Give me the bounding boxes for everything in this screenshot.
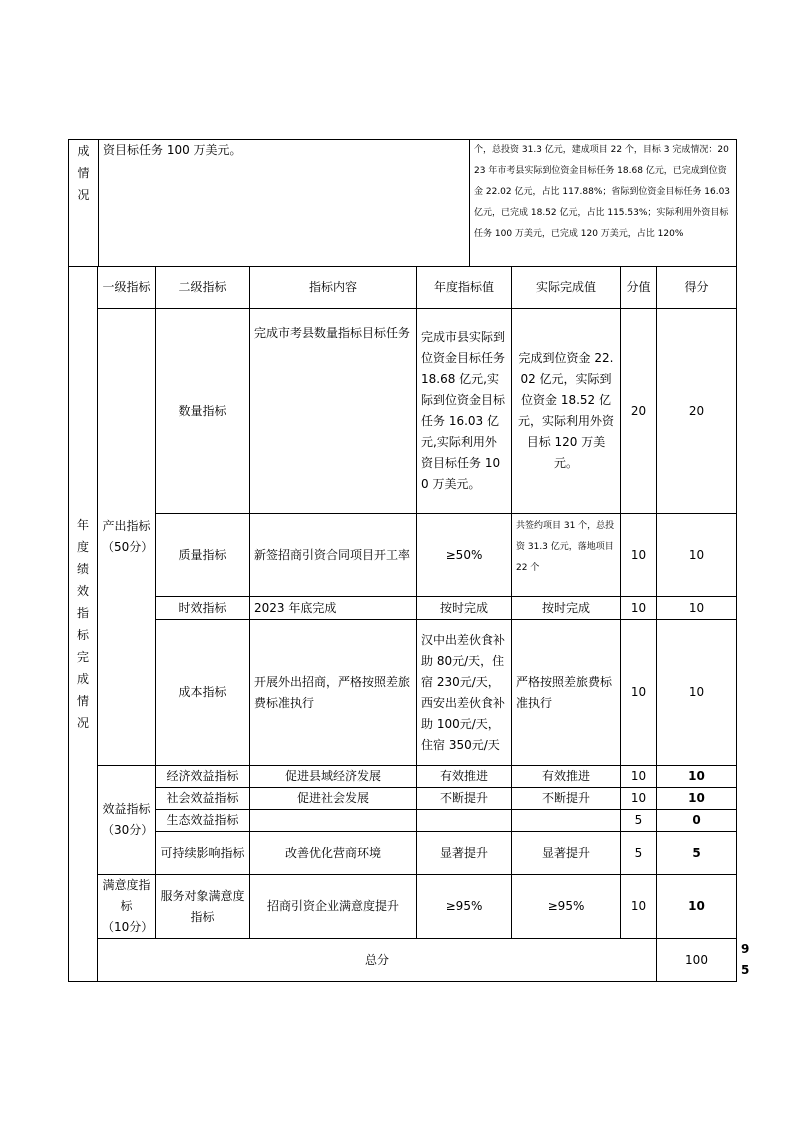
completion-status-label — [69, 140, 99, 267]
level2-cell: 时效指标 — [156, 597, 250, 620]
table-row — [69, 514, 737, 597]
content-cell: 招商引资企业满意度提升 — [250, 875, 417, 939]
completion-status-right-text: 个，总投资 31.3 亿元，建成项目 22 个，目标 3 完成情况：2023 年市考县实际到位资金目标任务 18.68 亿元，已完成到位资金 22.02 亿元，占比 117.88%；省际到位资金目标任务 16.03 亿元，已完成 18.52 亿元，占比 115.53%；实际利用外资目标任务 100 万美元，已完成 120 万美元，占比 120% — [470, 140, 737, 267]
total-weight: 100 — [657, 939, 737, 982]
label-char: 指 — [76, 606, 89, 620]
actual-cell: 完成到位资金 22.02 亿元，实际到位资金 18.52 亿元，实际利用外资目标 120 万美元。 — [512, 309, 621, 514]
content-cell: 改善优化营商环境 — [250, 832, 417, 875]
target-cell: 完成市县实际到位资金目标任务 18.68 亿元,实际到位资金目标任务 16.03 亿元,实际利用外资目标任务 100 万美元。 — [417, 309, 512, 514]
table-row — [69, 620, 737, 766]
score-cell: 10 — [657, 597, 737, 620]
actual-cell: 有效推进 — [512, 766, 621, 788]
label-char: 标 — [76, 628, 89, 642]
weight-cell: 10 — [621, 620, 657, 766]
label-char: 度 — [76, 540, 89, 554]
header-level2: 二级指标 — [156, 267, 250, 309]
content-cell: 开展外出招商，严格按照差旅费标准执行 — [250, 620, 417, 766]
target-cell: 按时完成 — [417, 597, 512, 620]
label-char: 效 — [76, 584, 89, 598]
label-char: 绩 — [76, 562, 89, 576]
label-char: 成 — [76, 672, 89, 686]
target-cell: 不断提升 — [417, 788, 512, 810]
content-cell — [250, 810, 417, 832]
score-cell: 10 — [657, 788, 737, 810]
level2-cell: 经济效益指标 — [156, 766, 250, 788]
table-row — [69, 810, 737, 832]
label-char: 情 — [76, 694, 89, 708]
table-row — [69, 832, 737, 875]
output-indicator-label — [98, 309, 156, 766]
table-row — [69, 309, 737, 514]
benefit-indicator-label: 效益指标（30分） — [98, 766, 156, 875]
total-label: 总分 — [98, 939, 657, 982]
label-char: 年 — [76, 518, 89, 532]
level2-cell: 质量指标 — [156, 514, 250, 597]
target-cell — [417, 810, 512, 832]
actual-cell: 显著提升 — [512, 832, 621, 875]
target-cell: 显著提升 — [417, 832, 512, 875]
content-cell: 促进社会发展 — [250, 788, 417, 810]
actual-cell — [512, 810, 621, 832]
table-row — [69, 597, 737, 620]
score-cell: 10 — [657, 875, 737, 939]
output-sub: （50分） — [102, 540, 154, 554]
label-char: 成 — [77, 144, 90, 158]
level2-cell: 服务对象满意度指标 — [156, 875, 250, 939]
weight-cell: 10 — [621, 788, 657, 810]
header-annual-target: 年度指标值 — [417, 267, 512, 309]
level2-cell: 生态效益指标 — [156, 810, 250, 832]
completion-status-left-text: 资目标任务 100 万美元。 — [99, 140, 470, 267]
score-cell: 10 — [657, 620, 737, 766]
weight-cell: 10 — [621, 514, 657, 597]
content-cell: 促进县域经济发展 — [250, 766, 417, 788]
content-cell: 完成市考县数量指标目标任务 — [250, 309, 417, 514]
label-char: 情 — [77, 166, 90, 180]
table-row — [69, 788, 737, 810]
weight-cell: 10 — [621, 597, 657, 620]
output-label: 产出指标 — [102, 519, 151, 533]
score-cell: 0 — [657, 810, 737, 832]
weight-cell: 5 — [621, 832, 657, 875]
level2-cell: 社会效益指标 — [156, 788, 250, 810]
table-row — [69, 875, 737, 939]
weight-cell: 10 — [621, 875, 657, 939]
satisfaction-indicator-label — [98, 875, 156, 939]
score-cell: 5 — [657, 832, 737, 875]
table-row — [69, 766, 737, 788]
completion-status-table — [68, 139, 737, 267]
header-content: 指标内容 — [250, 267, 417, 309]
performance-indicator-table — [68, 266, 750, 982]
level2-cell: 成本指标 — [156, 620, 250, 766]
target-cell: ≥50% — [417, 514, 512, 597]
label-char: 完 — [76, 650, 89, 664]
header-level1: 一级指标 — [98, 267, 156, 309]
score-cell: 10 — [657, 766, 737, 788]
level2-cell: 可持续影响指标 — [156, 832, 250, 875]
satisfaction-sub: （10分） — [102, 920, 154, 934]
actual-cell: ≥95% — [512, 875, 621, 939]
header-row — [69, 267, 737, 309]
content-cell: 2023 年底完成 — [250, 597, 417, 620]
level2-cell: 数量指标 — [156, 309, 250, 514]
actual-cell: 不断提升 — [512, 788, 621, 810]
content-cell: 新签招商引资合同项目开工率 — [250, 514, 417, 597]
satisfaction-label: 满意度指标 — [102, 878, 151, 913]
weight-cell: 20 — [621, 309, 657, 514]
actual-cell: 严格按照差旅费标准执行 — [512, 620, 621, 766]
target-cell: ≥95% — [417, 875, 512, 939]
actual-cell: 按时完成 — [512, 597, 621, 620]
header-score: 得分 — [657, 267, 737, 309]
score-cell: 10 — [657, 514, 737, 597]
label-char: 况 — [77, 188, 90, 202]
target-cell: 有效推进 — [417, 766, 512, 788]
header-score-weight: 分值 — [621, 267, 657, 309]
label-char: 况 — [76, 716, 89, 730]
total-row: 总分 100 95 — [69, 939, 737, 982]
weight-cell: 5 — [621, 810, 657, 832]
weight-cell: 10 — [621, 766, 657, 788]
actual-cell: 共签约项目 31 个，总投资 31.3 亿元，落地项目 22 个 — [512, 514, 621, 597]
score-cell: 20 — [657, 309, 737, 514]
target-cell: 汉中出差伙食补助 80元/天，住宿 230元/天，西安出差伙食补助 100元/天，住宿 350元/天 — [417, 620, 512, 766]
annual-performance-label — [69, 267, 98, 982]
header-actual: 实际完成值 — [512, 267, 621, 309]
